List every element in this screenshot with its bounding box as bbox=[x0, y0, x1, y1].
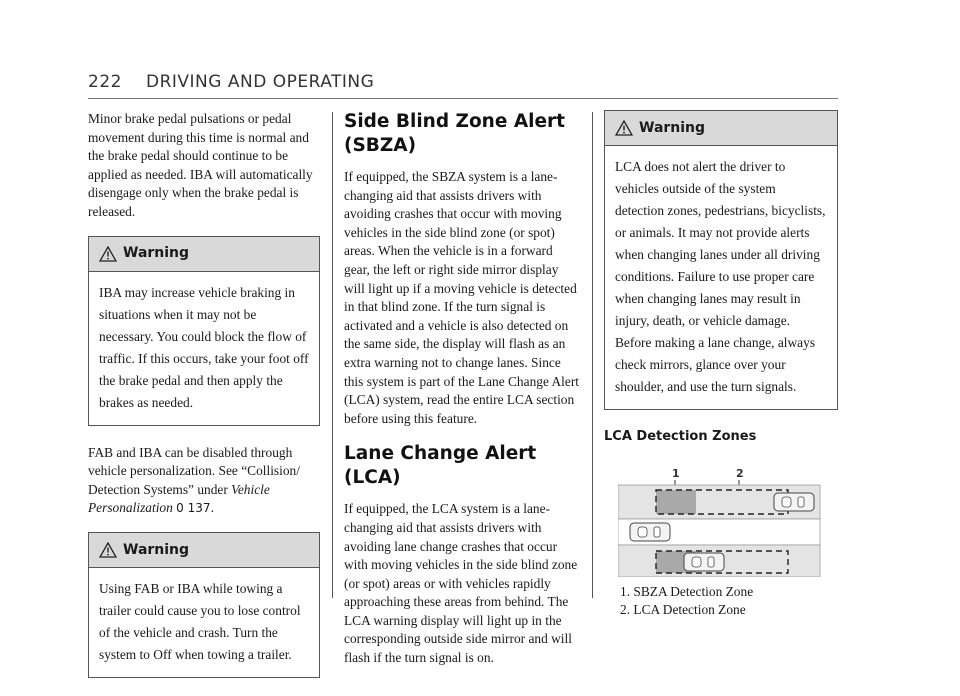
page-reference[interactable]: 0 137. bbox=[176, 501, 215, 516]
heading-lca: Lane Change Alert (LCA) bbox=[344, 443, 537, 489]
subheading-lca-zones: LCA Detection Zones bbox=[604, 429, 757, 444]
column-divider bbox=[592, 112, 593, 598]
column-divider bbox=[332, 112, 333, 598]
caption-item: 1. SBZA Detection Zone bbox=[620, 583, 754, 599]
heading-sbza: Side Blind Zone Alert (SBZA) bbox=[344, 111, 565, 156]
section-title: DRIVING AND OPERATING bbox=[146, 72, 375, 92]
warning-title: Warning bbox=[639, 119, 706, 136]
warning-header bbox=[89, 533, 319, 568]
column-middle bbox=[344, 110, 580, 682]
column-left bbox=[88, 110, 320, 696]
warning-icon bbox=[615, 120, 633, 136]
warning-box bbox=[88, 236, 320, 426]
warning-title: Warning bbox=[123, 245, 190, 262]
column-right bbox=[604, 110, 838, 620]
warning-icon bbox=[99, 246, 117, 262]
page-number: 222 bbox=[88, 72, 122, 92]
warning-body: Using FAB or IBA while towing a trailer could cause you to lose control of the vehicle and crash. Turn the system to Off when towing a trailer. bbox=[99, 580, 301, 662]
callout-1: 1 bbox=[672, 466, 680, 480]
header-rule bbox=[88, 98, 838, 99]
warning-icon bbox=[99, 542, 117, 558]
paragraph: Minor brake pedal pulsations or pedal movement during this time is normal and the brake pedal should continue to be applied as needed. IBA will automatically disengage only when the brake pedal is released. bbox=[88, 111, 313, 219]
warning-header bbox=[605, 111, 837, 146]
warning-body: IBA may increase vehicle braking in situations when it may not be necessary. You could block the flow of traffic. If this occurs, take your foot off the brake pedal and then apply the brakes as needed. bbox=[99, 284, 309, 410]
page-header bbox=[88, 72, 838, 100]
paragraph: If equipped, the LCA system is a lane-changing aid that assists drivers with avoiding lane change crashes that occur with moving vehicles in the side blind zone (or spot) areas or with vehicles rapidly approaching these areas from behind. The LCA warning display will light up in the corresponding outside side mirror and will flash if the turn signal is on. bbox=[344, 501, 578, 666]
car-top bbox=[774, 493, 814, 511]
warning-box bbox=[88, 532, 320, 678]
warning-title: Warning bbox=[123, 541, 190, 558]
diagram-captions bbox=[620, 583, 838, 620]
paragraph: If equipped, the SBZA system is a lane-changing aid that assists drivers with avoiding crashes that occur with moving vehicles in the side blind zone (or spot) areas. When the vehicle is in a forward gear, the left or right side mirror display will light up if a moving vehicle is detected in that blind zone. If the turn signal is activated and a vehicle is also detected on the same side, the display will flash as an extra warning not to change lanes. Since this system is part of the Lane Change Alert (LCA) system, read the entire LCA section before using this feature. bbox=[344, 169, 580, 426]
caption-item: 2. LCA Detection Zone bbox=[620, 602, 746, 618]
paragraph: FAB and IBA can be disabled through vehicle personalization. See “Collision/ Detection Systems” under Vehicle Personalization 0 137. bbox=[88, 444, 300, 516]
car-bottom bbox=[684, 553, 724, 571]
warning-header bbox=[89, 237, 319, 272]
lca-detection-zones-diagram bbox=[618, 467, 823, 577]
sbza-zone-top bbox=[656, 490, 696, 514]
callout-2: 2 bbox=[736, 466, 744, 480]
warning-box bbox=[604, 110, 838, 410]
link-vehicle-personalization[interactable]: Vehicle Personalization bbox=[88, 481, 270, 516]
host-vehicle bbox=[630, 523, 670, 541]
warning-body: LCA does not alert the driver to vehicles outside of the system detection zones, pedestrians, bicyclists, or animals. It may not provide alerts when changing lanes under all driving conditions. Failure to use proper care when changing lanes may result in injury, death, or vehicle damage. Before making a lane change, always check mirrors, glance over your shoulder, and use the turn signals. bbox=[615, 159, 826, 394]
